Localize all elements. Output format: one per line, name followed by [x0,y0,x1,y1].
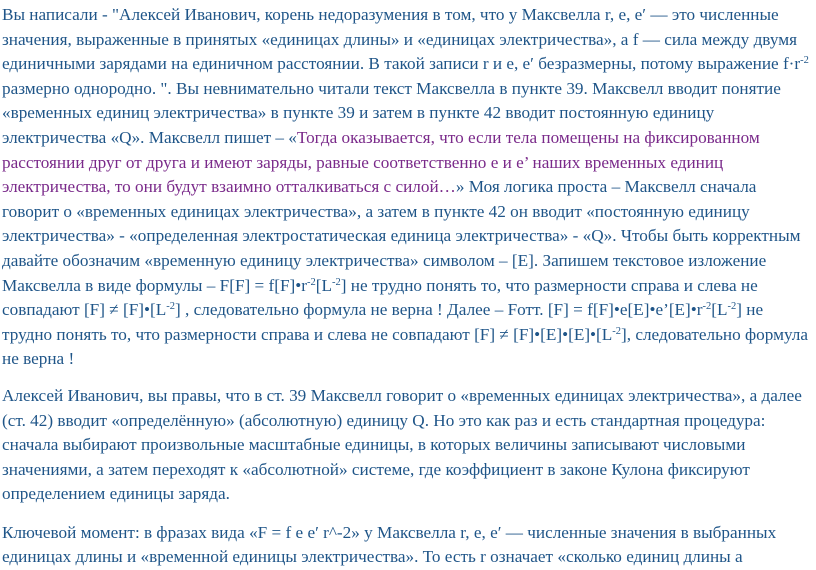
superscript: -2 [702,301,712,313]
key-point-paragraph: Ключевой момент: в фразах вида «F = f e e′ r^-2» у Максвелла r, e, e′ — численные значения в выбранных единицах длины и «временной единицы электричества». То есть r означает «сколько единиц длины а [2,522,777,567]
text-segment: ], следовательно формула не верна ! [2,324,808,369]
text-segment: Вы написали - "Алексей Иванович, корень недоразумения в том, что у Максвелла r, e, e′ — это численные значения, выраженные в принятых «единицах длины» и «единицах электричества», а f — сила между двумя единичными зарядами на единичном расстоянии. В такой записи r и e, e′ безразмерны, потому выражение f·r [2,5,801,74]
superscript: -2 [800,55,809,67]
text-segment: » Моя логика проста – Максвелл сначала говорит о «временных единицах электричества», а затем в пункте 42 он вводит «постоянную единицу электричества» - «определенная электростатическая единица электричества» - «Q». Чтобы быть корректным давайте обозначим «временную единицу электричества» символом – [E]. Запишем текстовое изложение Максвелла в виде формулы – F[F] = f[F]•r [2,177,801,295]
text-segment: [L [711,300,728,320]
superscript: -2 [727,301,737,313]
superscript: -2 [612,325,622,337]
text-segment: [L [315,275,332,295]
text-segment: размерно однородно. ". Вы невнимательно читали текст Максвелла в пункте 39. Максвелл вводит понятие «временных единиц электричества» в пункте 39 и затем в пункте 42 вводит постоянную единицу электричества «Q». Максвелл пишет – « [2,78,781,147]
text-segment: ] , следовательно формула не верна ! Далее – Fотт. [F] = f[F]•e[E]•e’[E]•r [175,300,703,320]
superscript: -2 [331,276,341,288]
reply-paragraph [2,3,810,372]
maxwell-quote: Тогда оказывается, что если тела помещены на фиксированном расстоянии друг от друга и имеют заряды, равные соответственно e и e’ наших временных единиц электричества, то они будут взаимно отталкиваться с силой… [2,127,760,197]
answer-paragraph: Алексей Иванович, вы правы, что в ст. 39 Максвелл говорит о «временных единицах электричества», а далее (ст. 42) вводит «определённую» (абсолютную) единицу Q. Но это как раз и есть стандартная процедура: сначала выбирают произвольные масштабные единицы, в которых величины записывают числовыми значениями, а затем переходят к «абсолютной» системе, где коэффициент в законе Кулона фиксируют определением единицы заряда. [2,385,802,504]
text-segment: ] не трудно понять то, что размерности справа и слева не совпадают [F] ≠ [F]•[E]•[E]•[L [2,300,764,344]
superscript: -2 [307,276,316,288]
text-segment: ] не трудно понять то, что размерности справа и слева не совпадают [F] ≠ [F]•[L [2,275,758,320]
superscript: -2 [166,301,175,313]
